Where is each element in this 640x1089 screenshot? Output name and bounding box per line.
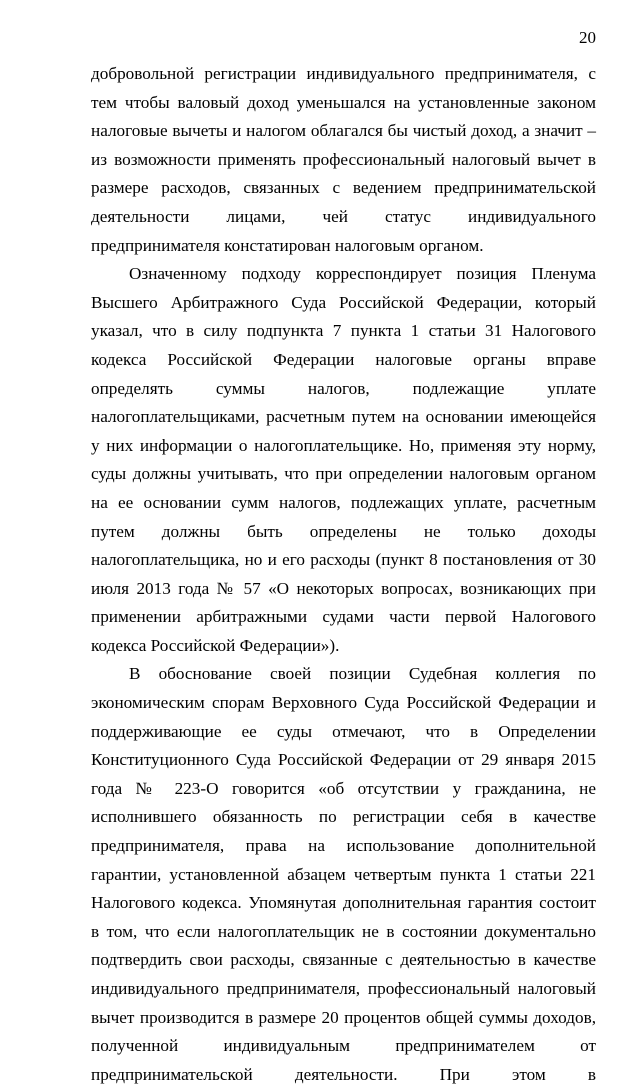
document-body <box>91 60 596 1089</box>
paragraph-court-reasoning: В обоснование своей позиции Судебная коллегия по экономическим спорам Верховного Суда Российской Федерации и поддерживающие ее суды отмечают, что в Определении Конституционного Суда Российской Федерации от 29 января 2015 года № 223-О говорится «об отсутствии у гражданина, не исполнившего обязанность по регистрации себя в качестве предпринимателя, права на использование дополнительной гарантии, установленной абзацем четвертым пункта 1 статьи 221 Налогового кодекса. Упомянутая дополнительная гарантия состоит в том, что если налогоплательщик не в состоянии документально подтвердить свои расходы, связанные с деятельностью в качестве индивидуального предпринимателя, профессиональный налоговый вычет производится в размере 20 процентов общей суммы доходов, полученной индивидуальным предпринимателем от предпринимательской деятельности. При этом в <box>91 664 596 1084</box>
paragraph-continued: добровольной регистрации индивидуального предпринимателя, с тем чтобы валовый доход уменьшался на установленные законом налоговые вычеты и налогом облагался бы чистый доход, а значит – из возможности применять профессиональный налоговый вычет в размере расходов, связанных с ведением предпринимательской деятельности лицами, чей статус индивидуального предпринимателя констатирован налоговым органом. <box>91 64 596 255</box>
paragraph-plenum-position: Означенному подходу корреспондирует позиция Пленума Высшего Арбитражного Суда Российской Федерации, который указал, что в силу подпункта 7 пункта 1 статьи 31 Налогового кодекса Российской Федерации налоговые органы вправе определять суммы налогов, подлежащие уплате налогоплательщиками, расчетным путем на основании имеющейся у них информации о налогоплательщике. Но, применяя эту норму, суды должны учитывать, что при определении налоговым органом на ее основании сумм налогов, подлежащих уплате, расчетным путем должны быть определены не только доходы налогоплательщика, но и его расходы (пункт 8 постановления от 30 июля 2013 года № 57 «О некоторых вопросах, возникающих при применении арбитражными судами части первой Налогового кодекса Российской Федерации»). <box>91 264 596 655</box>
page-number: 20 <box>579 28 596 47</box>
